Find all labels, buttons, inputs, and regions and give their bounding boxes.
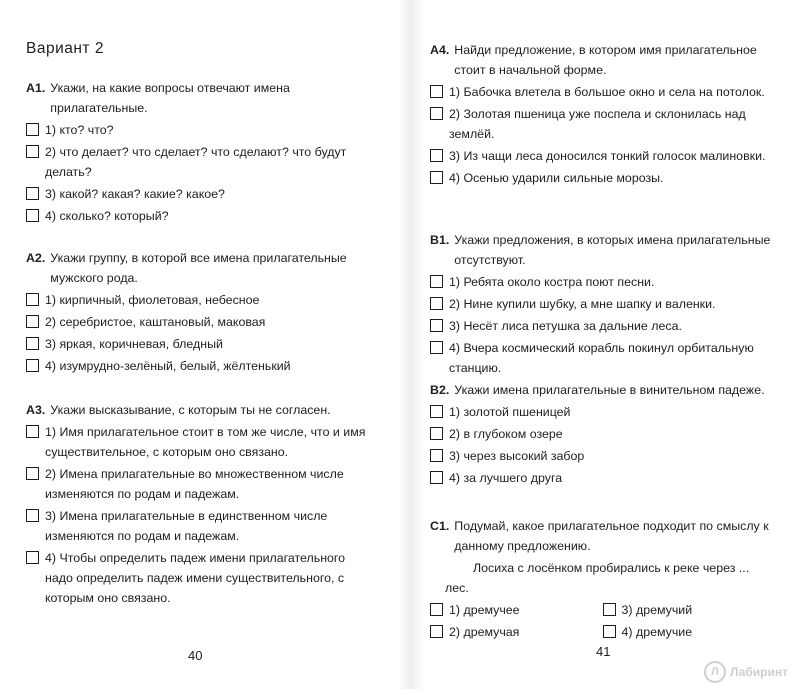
checkbox[interactable] — [430, 275, 443, 288]
option-4[interactable]: 4) Чтобы определить падеж имени прилагательного надо определить падеж имени существительного, с которым оно связано. — [26, 548, 366, 608]
question-text: Укажи имена прилагательные в винительном падеже. — [454, 383, 765, 397]
watermark-text: Лабиринт — [729, 665, 788, 679]
checkbox[interactable] — [430, 603, 443, 616]
labirint-logo-icon: Л — [704, 661, 726, 683]
checkbox[interactable] — [26, 315, 39, 328]
checkbox[interactable] — [430, 149, 443, 162]
options-row-1 — [430, 598, 775, 620]
checkbox[interactable] — [430, 85, 443, 98]
question-id: А1. — [26, 81, 46, 95]
checkbox[interactable] — [430, 471, 443, 484]
checkbox[interactable] — [26, 293, 39, 306]
checkbox[interactable] — [26, 187, 39, 200]
question-id: В1. — [430, 233, 450, 247]
option-4[interactable]: 4) Осенью ударили сильные морозы. — [430, 168, 775, 188]
option-2[interactable]: 2) что делает? что сделает? что сделают? что будут делать? — [26, 142, 364, 182]
option-3[interactable]: 3) яркая, коричневая, бледный — [26, 334, 364, 354]
checkbox[interactable] — [430, 171, 443, 184]
checkbox[interactable] — [430, 107, 443, 120]
question-text: Укажи предложения, в которых имена прилагательные отсутствуют. — [454, 233, 771, 267]
question-a4 — [430, 40, 775, 188]
variant-title: Вариант 2 — [26, 40, 104, 57]
option-4[interactable]: 4) изумрудно-зелёный, белый, жёлтенький — [26, 356, 364, 376]
option-2[interactable]: 2) в глубоком озере — [430, 424, 775, 444]
option-1[interactable]: 1) Имя прилагательное стоит в том же числе, что и имя существительное, с которым оно связано. — [26, 422, 366, 462]
question-text: Укажи, на какие вопросы отвечают имена прилагательные. — [50, 81, 290, 115]
option-3[interactable]: 3) Имена прилагательные в единственном числе изменяются по родам и падежам. — [26, 506, 366, 546]
option-2[interactable]: 2) Нине купили шубку, а мне шапку и валенки. — [430, 294, 775, 314]
checkbox[interactable] — [26, 551, 39, 564]
checkbox[interactable] — [430, 625, 443, 638]
page-number: 41 — [596, 644, 611, 659]
question-b2 — [430, 380, 775, 488]
option-4[interactable]: 4) за лучшего друга — [430, 468, 775, 488]
option-4[interactable]: 4) Вчера космический корабль покинул орбитальную станцию. — [430, 338, 775, 378]
option-2[interactable]: 2) дремучая — [430, 622, 603, 642]
page-number: 40 — [188, 648, 203, 663]
checkbox[interactable] — [430, 449, 443, 462]
checkbox[interactable] — [430, 341, 443, 354]
option-1[interactable]: 1) золотой пшеницей — [430, 402, 775, 422]
question-c1 — [430, 516, 775, 642]
checkbox[interactable] — [603, 603, 616, 616]
checkbox[interactable] — [26, 145, 39, 158]
option-3[interactable]: 3) дремучий — [603, 600, 776, 620]
question-text: Найди предложение, в котором имя прилагательное стоит в начальной форме. — [454, 43, 757, 77]
question-id: А4. — [430, 43, 450, 57]
checkbox[interactable] — [26, 425, 39, 438]
checkbox[interactable] — [430, 319, 443, 332]
option-3[interactable]: 3) через высокий забор — [430, 446, 775, 466]
checkbox[interactable] — [26, 467, 39, 480]
option-4[interactable]: 4) дремучие — [603, 622, 776, 642]
watermark — [704, 661, 788, 683]
checkbox[interactable] — [26, 359, 39, 372]
example-sentence: Лосиха с лосёнком пробирались к реке через ... лес. — [445, 561, 750, 595]
right-page — [410, 0, 800, 689]
option-3[interactable]: 3) Несёт лиса петушка за дальние леса. — [430, 316, 775, 336]
question-id: С1. — [430, 519, 450, 533]
question-b1 — [430, 230, 775, 378]
question-id: В2. — [430, 383, 450, 397]
question-a1 — [26, 78, 364, 226]
checkbox[interactable] — [603, 625, 616, 638]
option-2[interactable]: 2) Имена прилагательные во множественном числе изменяются по родам и падежам. — [26, 464, 366, 504]
question-text: Подумай, какое прилагательное подходит по смыслу к данному предложению. — [454, 519, 769, 553]
option-1[interactable]: 1) кирпичный, фиолетовая, небесное — [26, 290, 364, 310]
option-1[interactable]: 1) дремучее — [430, 600, 603, 620]
question-id: А3. — [26, 403, 46, 417]
option-1[interactable]: 1) Ребята около костра поют песни. — [430, 272, 775, 292]
option-3[interactable]: 3) какой? какая? какие? какое? — [26, 184, 364, 204]
question-text: Укажи высказывание, с которым ты не согласен. — [50, 403, 331, 417]
checkbox[interactable] — [26, 509, 39, 522]
question-a2 — [26, 248, 364, 376]
option-1[interactable]: 1) кто? что? — [26, 120, 364, 140]
checkbox[interactable] — [430, 427, 443, 440]
checkbox[interactable] — [26, 209, 39, 222]
option-1[interactable]: 1) Бабочка влетела в большое окно и села на потолок. — [430, 82, 775, 102]
checkbox[interactable] — [430, 405, 443, 418]
options-row-2 — [430, 620, 775, 642]
question-a3 — [26, 400, 366, 608]
checkbox[interactable] — [26, 123, 39, 136]
option-3[interactable]: 3) Из чащи леса доносился тонкий голосок малиновки. — [430, 146, 775, 166]
checkbox[interactable] — [26, 337, 39, 350]
checkbox[interactable] — [430, 297, 443, 310]
option-2[interactable]: 2) серебристое, каштановый, маковая — [26, 312, 364, 332]
question-id: А2. — [26, 251, 46, 265]
option-2[interactable]: 2) Золотая пшеница уже поспела и склонилась над землёй. — [430, 104, 775, 144]
question-text: Укажи группу, в которой все имена прилагательные мужского рода. — [50, 251, 347, 285]
option-4[interactable]: 4) сколько? который? — [26, 206, 364, 226]
